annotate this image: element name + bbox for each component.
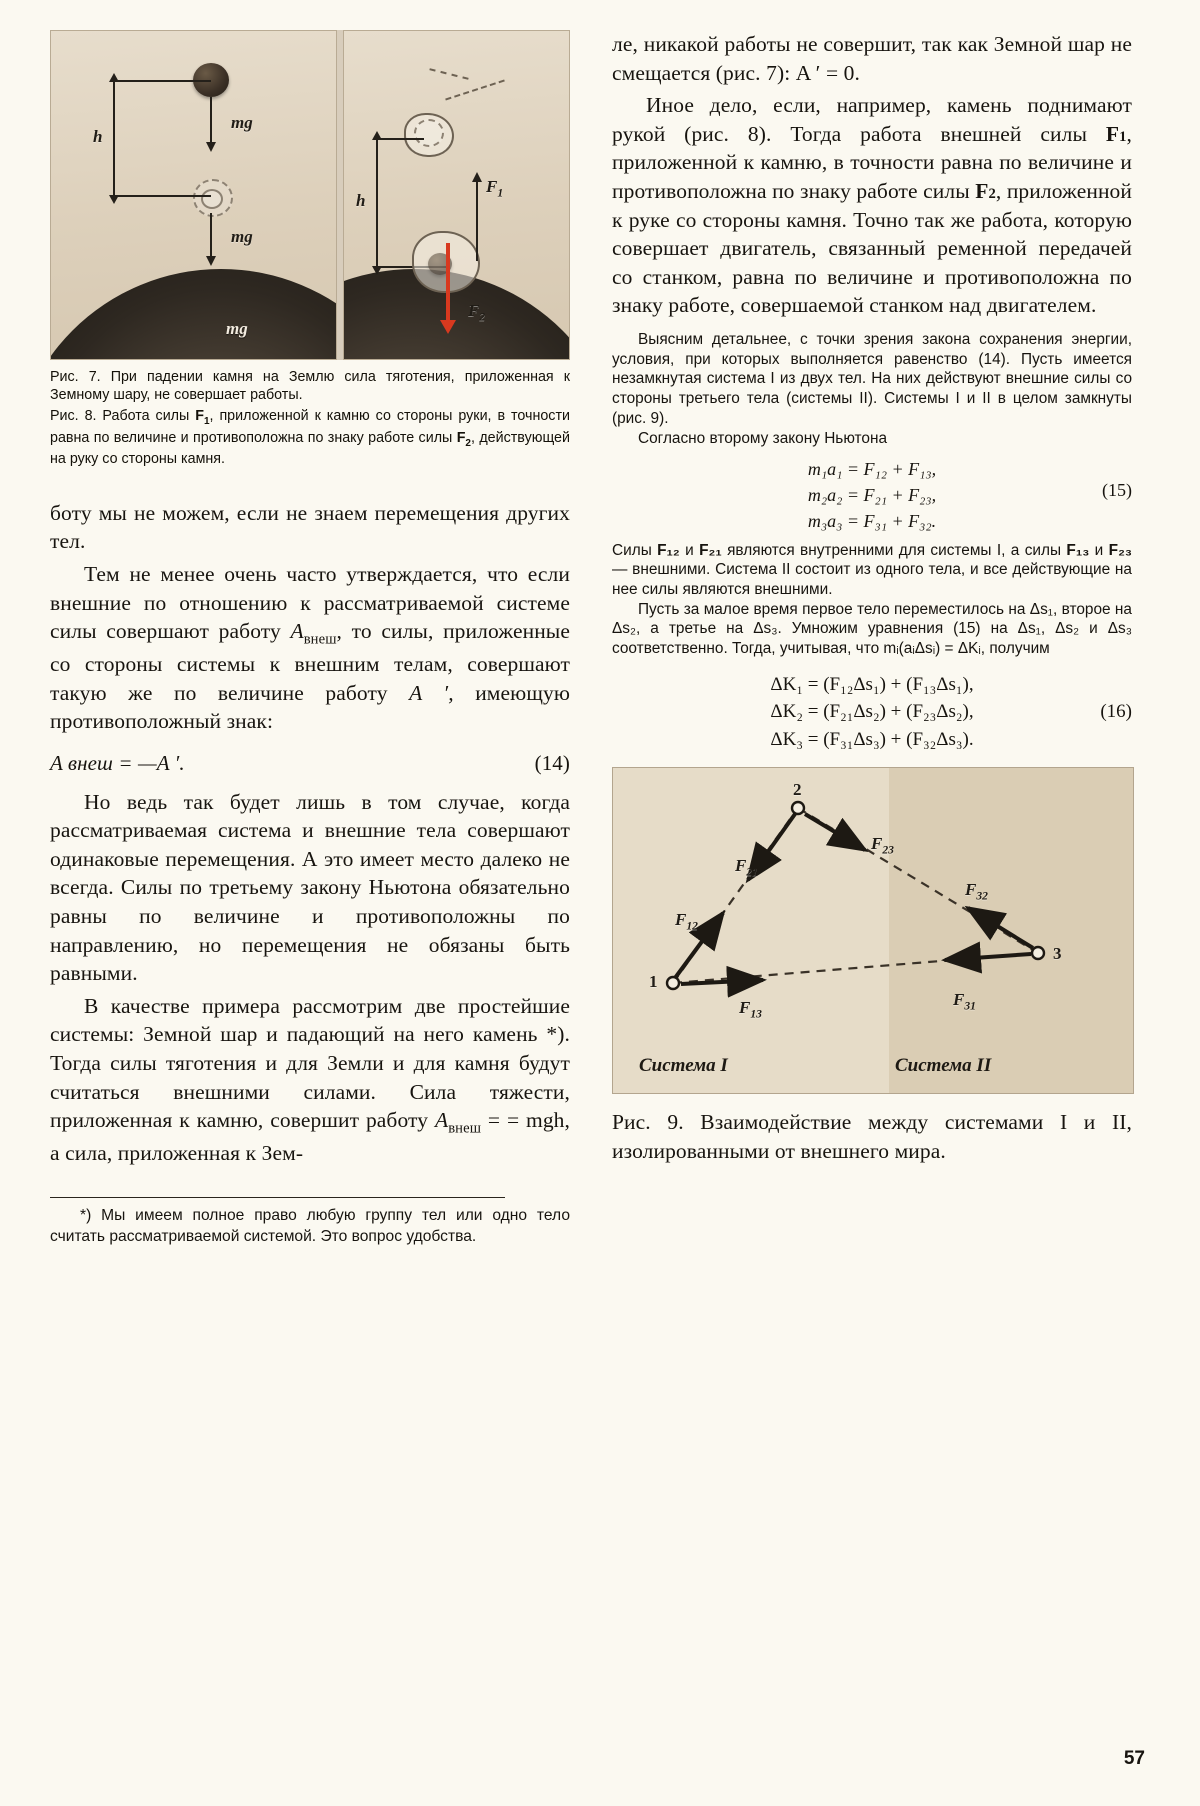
left-body-text xyxy=(50,499,570,1168)
paragraph-4-b: = = mgh, а сила, приложенная к Зем- xyxy=(50,1108,571,1165)
f2-subscript: 2 xyxy=(479,310,486,324)
node-label-1: 1 xyxy=(649,972,658,992)
equation-16 xyxy=(612,671,1132,754)
trajectory-dash-2 xyxy=(429,68,468,80)
equation-15-row-3: m₃a₃ = F₃₁ + F₃₂. xyxy=(807,511,937,532)
node-label-3: 3 xyxy=(1053,944,1062,964)
a-prime-symbol: A ′, xyxy=(409,680,454,705)
caption8-f2-sub: 2 xyxy=(465,437,471,449)
force-f23: F₂₃ xyxy=(1108,541,1133,559)
figure-7-panel xyxy=(50,30,337,360)
equation-15-row-1: m₁a₁ = F₁₂ + F₁₃, xyxy=(807,459,937,480)
height-tick-top-right xyxy=(376,138,424,140)
caption8-f1-sub: 1 xyxy=(203,415,210,427)
mg-arrow-lower xyxy=(210,213,212,257)
caption8-part-c: , действующей на руку со стороны камня. xyxy=(50,429,570,468)
a-subscript-1: внеш xyxy=(303,631,337,648)
a-symbol-1: A xyxy=(290,619,304,644)
footnote-text: *) Мы имеем полное право любую группу тел или одно тело считать рассматриваемой системой. Это вопрос удобства. xyxy=(50,1207,570,1245)
a-subscript-2: внеш xyxy=(448,1120,482,1137)
footnote-block xyxy=(50,1206,570,1247)
f1-subscript: 1 xyxy=(497,186,504,200)
equation-15-number: (15) xyxy=(1102,480,1132,501)
right-p5-e: — внешними. Система II состоит из одного тела, и все действующие на нее силы являются внешними. xyxy=(612,561,1132,598)
force-label-f31: $F_{31}$ xyxy=(953,990,976,1013)
right-f1-symbol: F xyxy=(1105,121,1120,146)
right-column xyxy=(612,30,1132,1166)
equation-15-row-2: m₂a₂ = F₂₁ + F₂₃, xyxy=(807,485,937,506)
right-p5-b: и xyxy=(679,541,700,559)
right-paragraph-2 xyxy=(612,91,1132,320)
height-tick-bottom xyxy=(113,195,211,197)
figure-9 xyxy=(612,767,1134,1094)
earth-surface xyxy=(50,269,337,360)
caption-figure-7: Рис. 7. При падении камня на Землю сила тяготения, приложенная к Земному шару, не совершает работы. xyxy=(50,369,570,404)
force-f13: F₁₃ xyxy=(1066,541,1090,559)
caption8-f1: F xyxy=(195,407,204,424)
paragraph-4 xyxy=(50,992,570,1168)
mg-label-earth: mg xyxy=(226,319,248,338)
right-small-text-1 xyxy=(612,330,1132,448)
right-p5-a: Силы xyxy=(612,541,658,559)
equation-14-number: (14) xyxy=(534,750,570,775)
force-label-f13: $F_{13}$ xyxy=(739,998,762,1021)
trajectory-dash xyxy=(445,79,505,100)
force-f12: F₁₂ xyxy=(657,541,680,559)
caption-figure-8 xyxy=(50,407,570,469)
equation-16-row-1: ΔK₁ = (F₁₂Δs₁) + (F₁₃Δs₁), xyxy=(770,673,974,695)
right-p2-c: , приложенной к руке со стороны камня. Точно так же работа, которую совершает двигатель, связанный ременной передачей со станком, равна по величине и противоположна по знаку работе, совершаемой станком над двигателем. xyxy=(612,178,1133,318)
paragraph-4-a: В качестве примера рассмотрим две простейшие системы: Земной шар и падающий на него камень *). Тогда силы тяготения и для Земли и для камня будут считаться внешними силами. Сила тяжести, приложенная к камню, совершит работу xyxy=(50,993,570,1133)
f1-label xyxy=(486,177,503,199)
mg-label-upper: mg xyxy=(231,113,253,132)
system-1-label: Система I xyxy=(639,1055,728,1077)
figure-8-panel xyxy=(343,30,570,360)
right-p5-d: и xyxy=(1089,541,1109,559)
equation-15 xyxy=(612,456,1132,534)
h-label-left: h xyxy=(93,127,103,146)
right-f2-symbol: F xyxy=(975,178,989,203)
stone-shadow-small xyxy=(201,189,223,209)
caption8-f2: F xyxy=(456,429,466,446)
left-column xyxy=(50,30,570,1247)
f2-symbol: F xyxy=(468,301,480,320)
right-p5-c: являются внутренними для системы I, а силы xyxy=(721,541,1067,559)
right-paragraph-5 xyxy=(612,541,1132,600)
right-body-text xyxy=(612,30,1132,320)
force-label-f12: $F_{12}$ xyxy=(675,910,698,933)
equation-16-row-3: ΔK₃ = (F₃₁Δs₃) + (F₃₂Δs₃). xyxy=(770,728,974,750)
f2-label xyxy=(468,301,485,323)
right-paragraph-6: Пусть за малое время первое тело переместилось на Δs₁, второе на Δs₂, а третье на Δs₃. Умножим уравнения (15) на Δs₁, Δs₂ и Δs₃ соответственно. Тогда, учитывая, что mᵢ(aᵢΔsᵢ) = ΔKᵢ, получим xyxy=(612,600,1132,658)
right-paragraph-4: Согласно второму закону Ньютона xyxy=(638,429,888,447)
paragraph-3: Но ведь так будет лишь в том случае, когда рассматриваемая система и внешние тела совершают одинаковые перемещения. А это имеет место далеко не всегда. Силы по третьему закону Ньютона обязательно равны по величине и противоположны по направлению, но перемещения не обязаны быть равными. xyxy=(50,789,570,986)
equation-16-number: (16) xyxy=(1100,700,1132,722)
a-symbol-2: A xyxy=(434,1108,449,1133)
right-paragraph-3: Выясним детальнее, с точки зрения закона сохранения энергии, условия, при которых выполняется равенство (14). Пусть имеется незамкнутая система I из двух тел. На них действуют внешние силы со стороны третьего тела (системы II). Системы I и II в целом замкнуты (рис. 9). xyxy=(612,330,1132,427)
stone-upper-ghost-right xyxy=(414,119,444,147)
force-label-f23: $F_{23}$ xyxy=(871,834,894,857)
h-label-right: h xyxy=(356,191,366,210)
paragraph-1: боту мы не можем, если не знаем перемещения других тел. xyxy=(50,500,570,554)
footnote-divider xyxy=(50,1197,505,1198)
right-f2-sub: 2 xyxy=(988,185,996,202)
force-label-f21: $F_{21}$ xyxy=(735,856,758,879)
right-paragraph-1: ле, никакой работы не совершит, так как Земной шар не смещается (рис. 7): A ′ = 0. xyxy=(612,32,1132,85)
force-label-f32: $F_{32}$ xyxy=(965,880,988,903)
mg-label-lower: mg xyxy=(231,227,253,246)
f1-arrow xyxy=(476,181,478,261)
caption-figure-9-wrap xyxy=(612,1108,1132,1165)
f2-arrow xyxy=(446,243,450,321)
caption-figure-9: Рис. 9. Взаимодействие между системами I и II, изолированными от внешнего мира. xyxy=(612,1110,1132,1164)
mg-arrow-upper xyxy=(210,97,212,143)
system-2-label: Система II xyxy=(895,1055,992,1077)
equation-14 xyxy=(50,750,570,778)
paragraph-2-c: имеющую противоположный знак: xyxy=(50,680,570,734)
right-p2-a: Иное дело, если, например, камень поднимают рукой (рис. 8). Тогда работа внешней силы xyxy=(612,93,1132,146)
page-number: 57 xyxy=(1123,1748,1145,1769)
caption8-part-b: , приложенной к камню со стороны руки, в точности равна по величине и противоположна по знаку работе силы xyxy=(50,407,570,446)
height-dimension-left xyxy=(113,81,115,196)
figure-7-8 xyxy=(50,30,570,360)
paragraph-2-b: , то силы, приложенные со стороны системы к внешним телам, совершают такую же по величине работу xyxy=(50,619,570,705)
right-f1-sub: 1 xyxy=(1119,128,1127,145)
height-tick-top xyxy=(113,80,211,82)
right-p2-b: , приложенной к камню, в точности равна по величине и противоположна по знаку работе силы xyxy=(612,121,1132,203)
f1-symbol: F xyxy=(486,177,498,196)
paragraph-2 xyxy=(50,560,570,736)
equation-14-body: A внеш = —A ′. xyxy=(50,750,185,775)
caption8-part-a: Рис. 8. Работа силы xyxy=(50,407,196,424)
equation-16-row-2: ΔK₂ = (F₂₁Δs₂) + (F₂₃Δs₂), xyxy=(770,701,974,723)
paragraph-2-a: Тем не менее очень часто утверждается, что если внешние по отношению к рассматриваемой системе силы совершают работу xyxy=(50,562,570,644)
right-small-text-2 xyxy=(612,541,1132,659)
force-f21: F₂₁ xyxy=(699,541,722,559)
node-label-2: 2 xyxy=(793,780,802,800)
height-dimension-right xyxy=(376,139,378,267)
